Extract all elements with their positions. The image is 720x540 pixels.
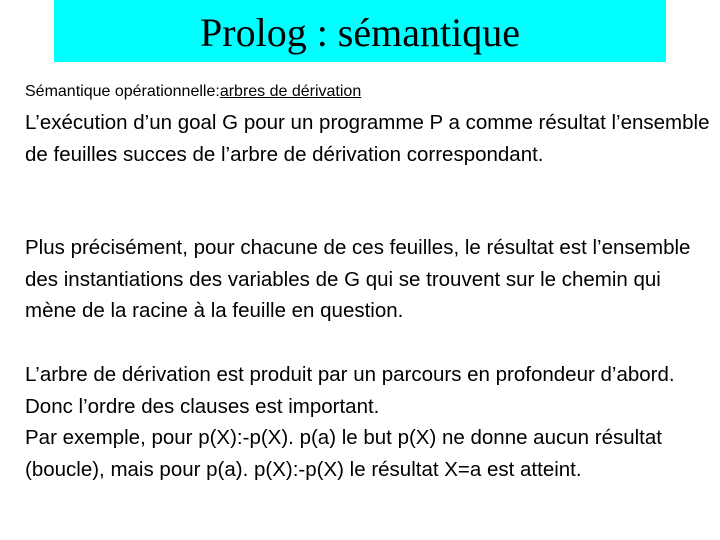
paragraph-depth-first — [25, 359, 715, 485]
paragraph-1: L’exécution d’un goal G pour un programme P a comme résultat l’ensemble de feuilles succes de l’arbre de dérivation correspondant. — [25, 111, 710, 166]
slide-title: Prolog : sémantique — [200, 10, 520, 55]
subtitle-prefix: Sémantique opérationnelle: — [25, 83, 220, 100]
slide-subtitle — [25, 82, 361, 102]
paragraph-instantiations — [25, 232, 715, 327]
paragraph-result-definition — [25, 107, 715, 170]
subtitle-underlined: arbres de dérivation — [219, 83, 362, 100]
paragraph-3a: L’arbre de dérivation est produit par un parcours en profondeur d’abord. Donc l’ordre des clauses est important. — [25, 363, 675, 418]
title-banner — [54, 0, 666, 62]
paragraph-2: Plus précisément, pour chacune de ces feuilles, le résultat est l’ensemble des instantiations des variables de G qui se trouvent sur le chemin qui mène de la racine à la feuille en question. — [25, 236, 691, 322]
paragraph-3b: Par exemple, pour p(X):-p(X). p(a) le but p(X) ne donne aucun résultat (boucle), mais pour p(a). p(X):-p(X) le résultat X=a est atteint. — [25, 426, 662, 481]
